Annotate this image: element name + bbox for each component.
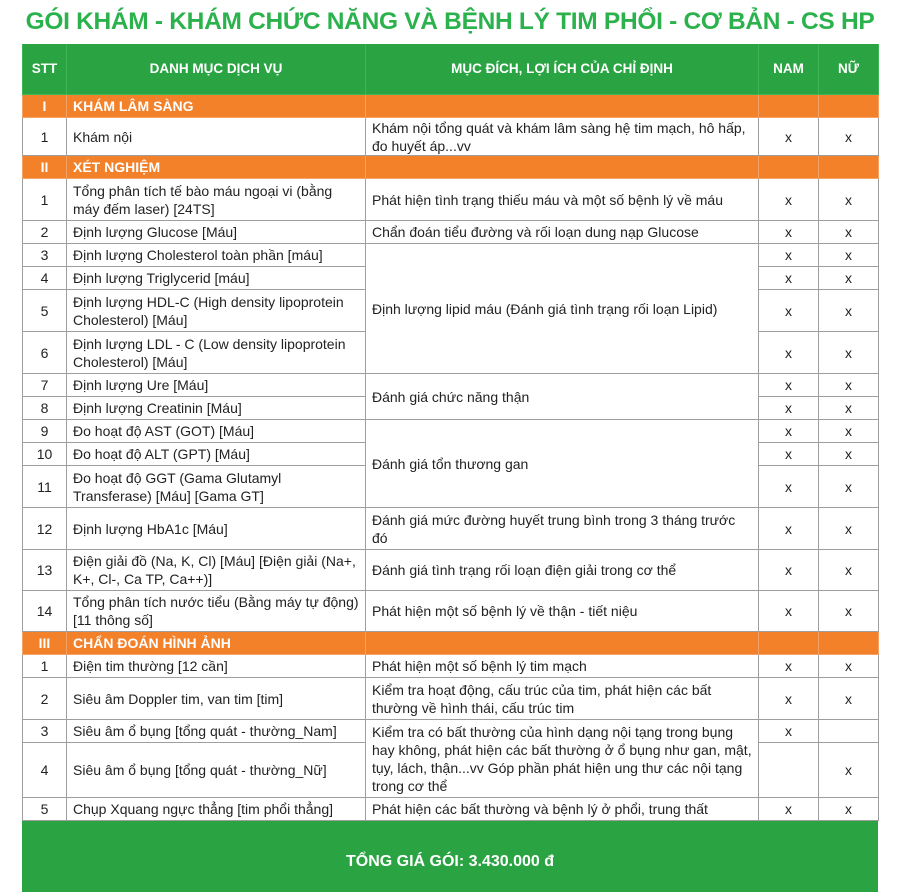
row-stt: 7 [23,374,67,397]
section-name: CHẨN ĐOÁN HÌNH ẢNH [67,632,366,655]
table-row [23,420,879,443]
header-service: DANH MỤC DỊCH VỤ [67,44,366,95]
row-stt: 1 [23,118,67,156]
row-service: Khám nội [67,118,366,156]
row-nam-mark: x [759,508,819,550]
row-purpose: Phát hiện các bất thường và bệnh lý ở phổi, trung thất [366,798,759,821]
row-nam-mark: x [759,118,819,156]
row-nam-mark: x [759,720,819,743]
section-row [23,156,879,179]
row-purpose: Kiểm tra hoạt động, cấu trúc của tim, phát hiện các bất thường về hình thái, cấu trúc tim [366,678,759,720]
row-service: Định lượng Cholesterol toàn phần [máu] [67,244,366,267]
package-sheet [22,44,878,892]
row-service: Định lượng Ure [Máu] [67,374,366,397]
row-nu-mark: x [819,118,879,156]
row-service: Đo hoạt độ GGT (Gama Glutamyl Transferase) [Máu] [Gama GT] [67,466,366,508]
row-service: Định lượng Glucose [Máu] [67,221,366,244]
header-purpose: MỤC ĐÍCH, LỢI ÍCH CỦA CHỈ ĐỊNH [366,44,759,95]
row-service: Tổng phân tích tế bào máu ngoại vi (bằng máy đếm laser) [24TS] [67,179,366,221]
row-service: Siêu âm ổ bụng [tổng quát - thường_Nữ] [67,743,366,798]
row-service: Định lượng LDL - C (Low density lipoprotein Cholesterol) [Máu] [67,332,366,374]
row-stt: 4 [23,743,67,798]
row-purpose: Định lượng lipid máu (Đánh giá tình trạng rối loạn Lipid) [366,244,759,374]
row-service: Định lượng Creatinin [Máu] [67,397,366,420]
row-nu-mark: x [819,508,879,550]
row-nu-mark: x [819,591,879,632]
row-stt: 1 [23,655,67,678]
header-nam: NAM [759,44,819,95]
row-nu-mark: x [819,290,879,332]
row-purpose: Kiểm tra có bất thường của hình dạng nội tạng trong bụng hay không, phát hiện các bất thường ở ổ bụng như gan, mật, tụy, lách, thận...vv Góp phần phát hiện ung thư các nội tạng trong cơ thể [366,720,759,798]
row-nu-mark: x [819,550,879,591]
table-row [23,550,879,591]
row-stt: 11 [23,466,67,508]
service-table [22,44,879,821]
row-stt: 10 [23,443,67,466]
row-nam-mark: x [759,374,819,397]
row-stt: 8 [23,397,67,420]
row-nu-mark [819,720,879,743]
table-row [23,720,879,743]
row-stt: 3 [23,720,67,743]
row-nu-mark: x [819,743,879,798]
row-nam-mark: x [759,397,819,420]
row-nam-mark: x [759,798,819,821]
table-row [23,591,879,632]
table-row [23,118,879,156]
row-nam-mark: x [759,550,819,591]
row-nam-mark: x [759,420,819,443]
row-purpose: Đánh giá chức năng thận [366,374,759,420]
table-row [23,221,879,244]
table-header-row [23,44,879,95]
header-nu: NỮ [819,44,879,95]
row-service: Siêu âm ổ bụng [tổng quát - thường_Nam] [67,720,366,743]
row-nu-mark: x [819,678,879,720]
row-nu-mark: x [819,397,879,420]
row-nam-mark: x [759,443,819,466]
row-purpose: Đánh giá tình trạng rối loạn điện giải trong cơ thể [366,550,759,591]
section-row [23,95,879,118]
table-row [23,244,879,267]
table-row [23,678,879,720]
row-purpose: Đánh giá tổn thương gan [366,420,759,508]
table-row [23,798,879,821]
header-stt: STT [23,44,67,95]
row-nu-mark: x [819,221,879,244]
row-service: Siêu âm Doppler tim, van tim [tim] [67,678,366,720]
row-service: Tổng phân tích nước tiểu (Bằng máy tự động) [11 thông số] [67,591,366,632]
row-nu-mark: x [819,798,879,821]
row-nu-mark: x [819,655,879,678]
row-purpose: Khám nội tổng quát và khám lâm sàng hệ tim mạch, hô hấp, đo huyết áp...vv [366,118,759,156]
section-name: KHÁM LÂM SÀNG [67,95,366,118]
section-number: II [23,156,67,179]
row-stt: 2 [23,678,67,720]
row-service: Điện tim thường [12 cần] [67,655,366,678]
row-stt: 6 [23,332,67,374]
row-stt: 1 [23,179,67,221]
total-price: TỔNG GIÁ GÓI: 3.430.000 đ [345,853,555,870]
row-nam-mark: x [759,678,819,720]
row-nam-mark: x [759,591,819,632]
row-stt: 14 [23,591,67,632]
section-name: XÉT NGHIỆM [67,156,366,179]
table-row [23,374,879,397]
row-stt: 2 [23,221,67,244]
row-purpose: Đánh giá mức đường huyết trung bình trong 3 tháng trước đó [366,508,759,550]
section-number: I [23,95,67,118]
row-nu-mark: x [819,374,879,397]
row-service: Định lượng HDL-C (High density lipoprotein Cholesterol) [Máu] [67,290,366,332]
row-nu-mark: x [819,332,879,374]
row-nam-mark: x [759,267,819,290]
row-nam-mark: x [759,290,819,332]
row-service: Đo hoạt độ ALT (GPT) [Máu] [67,443,366,466]
row-purpose: Phát hiện một số bệnh lý tim mạch [366,655,759,678]
row-service: Định lượng Triglycerid [máu] [67,267,366,290]
row-nu-mark: x [819,466,879,508]
row-nam-mark: x [759,655,819,678]
row-stt: 9 [23,420,67,443]
row-stt: 5 [23,290,67,332]
section-number: III [23,632,67,655]
row-nu-mark: x [819,420,879,443]
row-nu-mark: x [819,267,879,290]
row-purpose: Chẩn đoán tiểu đường và rối loạn dung nạp Glucose [366,221,759,244]
row-purpose: Phát hiện tình trạng thiếu máu và một số bệnh lý về máu [366,179,759,221]
table-row [23,179,879,221]
row-stt: 12 [23,508,67,550]
section-row [23,632,879,655]
page-title: GÓI KHÁM - KHÁM CHỨC NĂNG VÀ BỆNH LÝ TIM PHỔI - CƠ BẢN - CS HP [25,8,875,35]
row-stt: 3 [23,244,67,267]
row-nam-mark: x [759,244,819,267]
row-purpose: Phát hiện một số bệnh lý về thận - tiết niệu [366,591,759,632]
row-service: Định lượng HbA1c [Máu] [67,508,366,550]
table-row [23,655,879,678]
row-nam-mark: x [759,332,819,374]
table-row [23,508,879,550]
row-service: Điện giải đồ (Na, K, Cl) [Máu] [Điện giải (Na+, K+, Cl-, Ca TP, Ca++)] [67,550,366,591]
row-nam-mark: x [759,466,819,508]
row-nu-mark: x [819,244,879,267]
row-nam-mark [759,743,819,798]
row-service: Chụp Xquang ngực thẳng [tim phổi thẳng] [67,798,366,821]
row-nu-mark: x [819,443,879,466]
row-stt: 5 [23,798,67,821]
row-nam-mark: x [759,221,819,244]
row-nam-mark: x [759,179,819,221]
row-stt: 4 [23,267,67,290]
row-nu-mark: x [819,179,879,221]
row-stt: 13 [23,550,67,591]
row-service: Đo hoạt độ AST (GOT) [Máu] [67,420,366,443]
